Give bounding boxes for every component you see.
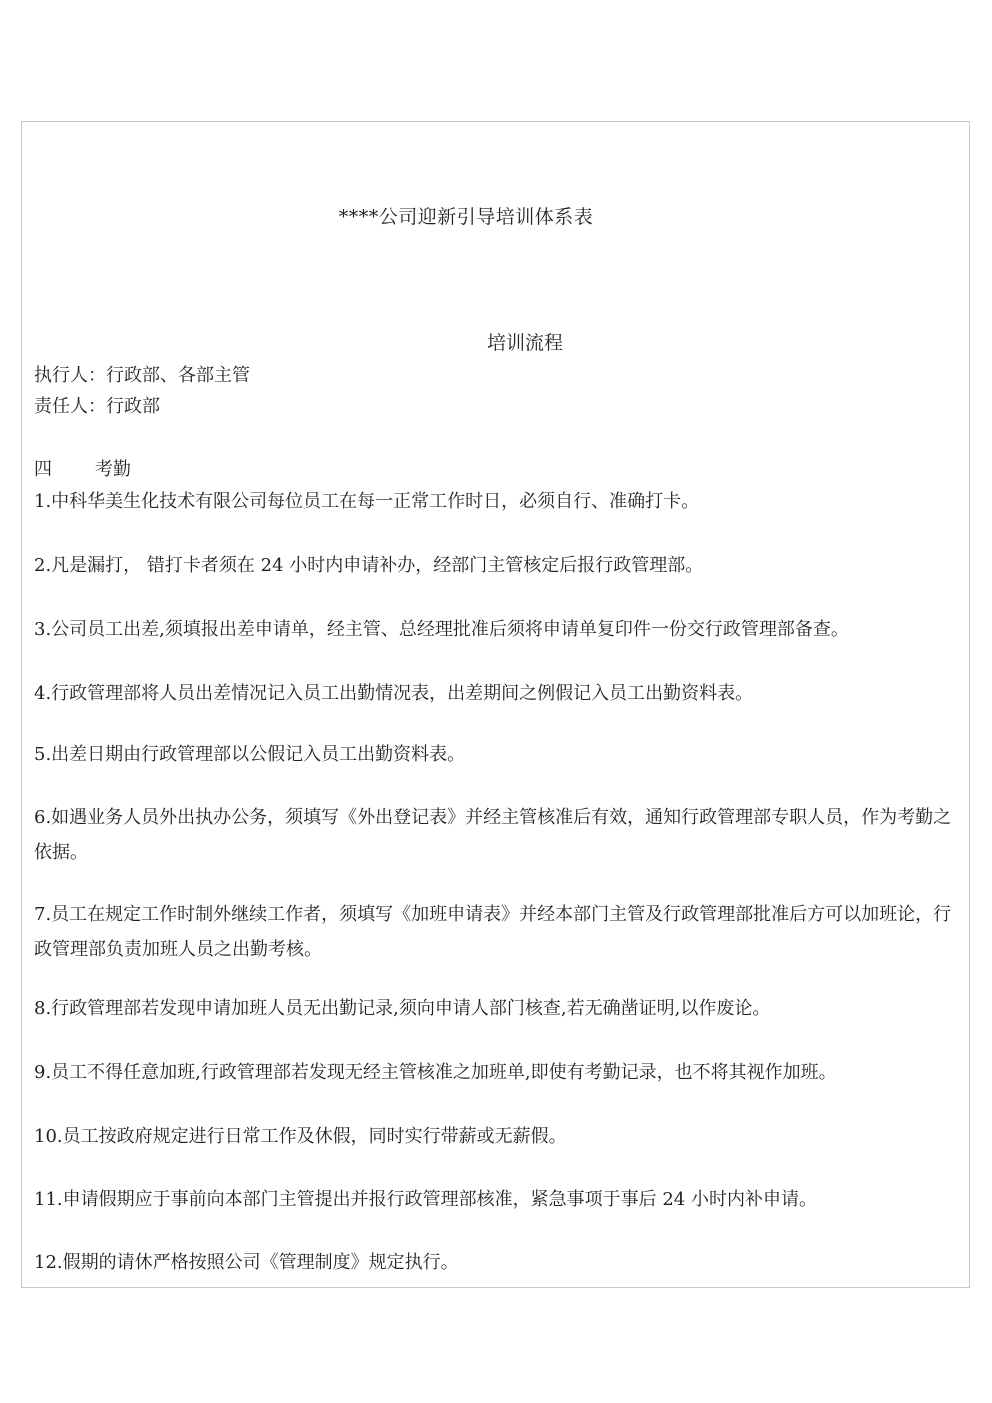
document-title: ****公司迎新引导培训体系表 <box>338 206 594 228</box>
rule-item: 2.凡是漏打， 错打卡者须在 24 小时内申请补办，经部门主管核定后报行政管理部。 <box>34 555 704 576</box>
rule-item: 6.如遇业务人员外出执办公务，须填写《外出登记表》并经主管核准后有效，通知行政管理部专职人员，作为考勤之依据。 <box>34 807 952 863</box>
rule-item: 5.出差日期由行政管理部以公假记入员工出勤资料表。 <box>34 744 466 765</box>
rule-item: 12.假期的请休严格按照公司《管理制度》规定执行。 <box>34 1252 459 1273</box>
rule-item: 9.员工不得任意加班,行政管理部若发现无经主管核准之加班单,即使有考勤记录，也不将其视作加班。 <box>34 1062 837 1083</box>
rule-item: 10.员工按政府规定进行日常工作及休假，同时实行带薪或无薪假。 <box>34 1126 567 1147</box>
rule-item: 1.中科华美生化技术有限公司每位员工在每一正常工作时日，必须自行、准确打卡。 <box>34 491 700 512</box>
rule-item: 11.申请假期应于事前向本部门主管提出并报行政管理部核准，紧急事项于事后 24 小时内补申请。 <box>34 1189 817 1210</box>
chapter-number: 四 <box>34 459 52 480</box>
executor-line: 执行人：行政部、各部主管 <box>34 365 250 386</box>
chapter-name: 考勤 <box>95 459 131 480</box>
responsible-line: 责任人：行政部 <box>34 396 160 417</box>
chapter-heading <box>34 458 131 482</box>
rule-item: 3.公司员工出差,须填报出差申请单，经主管、总经理批准后须将申请单复印件一份交行政管理部备查。 <box>34 619 849 640</box>
rule-item: 8.行政管理部若发现申请加班人员无出勤记录,须向申请人部门核查,若无确凿证明,以作废论。 <box>34 998 771 1019</box>
rule-item: 4.行政管理部将人员出差情况记入员工出勤情况表，出差期间之例假记入员工出勤资料表。 <box>34 683 754 704</box>
section-heading: 培训流程 <box>486 332 563 354</box>
rule-item: 7.员工在规定工作时制外继续工作者，须填写《加班申请表》并经本部门主管及行政管理部批准后方可以加班论，行政管理部负责加班人员之出勤考核。 <box>34 904 952 960</box>
